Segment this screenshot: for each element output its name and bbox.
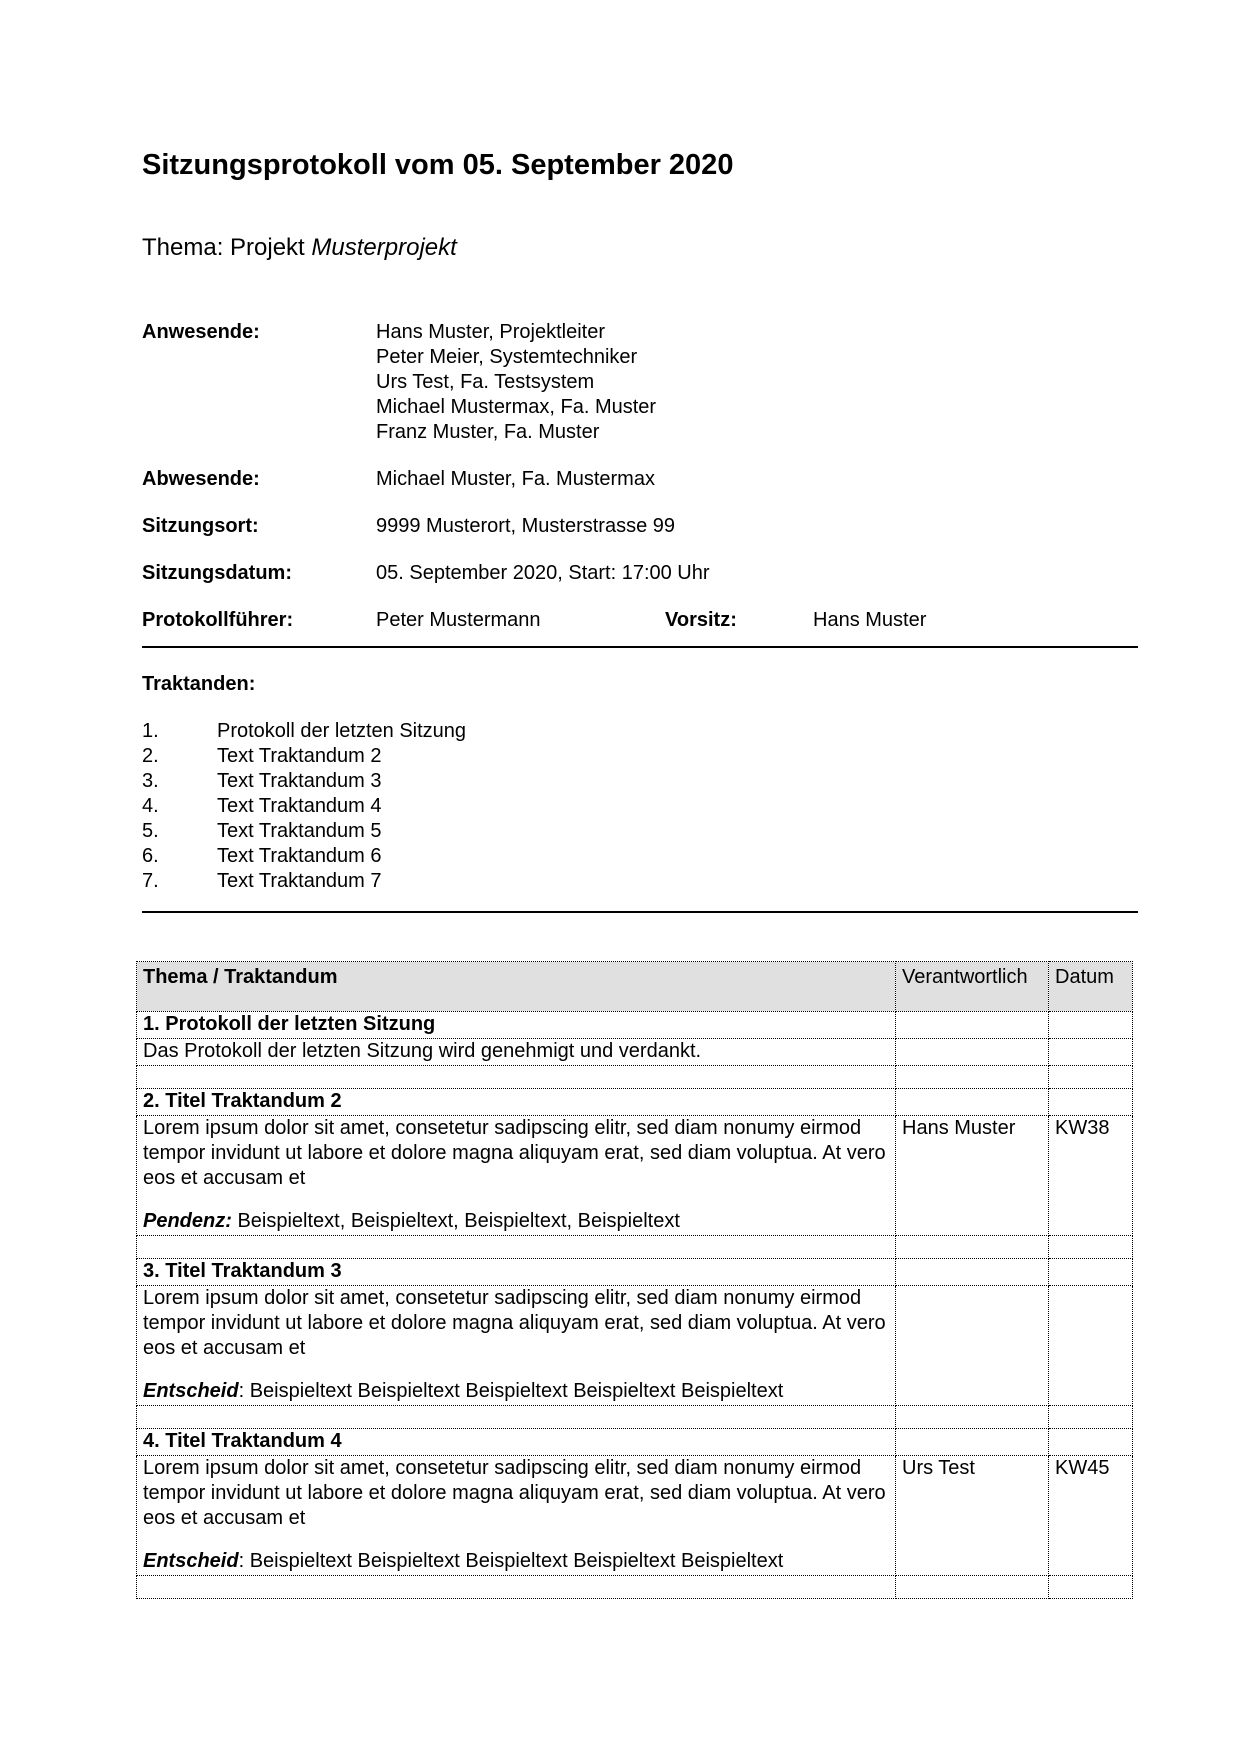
section-body — [137, 1116, 896, 1236]
attendee: Franz Muster, Fa. Muster — [376, 421, 600, 443]
datum-cell: KW38 — [1049, 1116, 1133, 1236]
attendee: Michael Mustermax, Fa. Muster — [376, 396, 657, 418]
meeting-info — [142, 320, 1138, 633]
section-body — [137, 1456, 896, 1576]
agenda-item-number: 4. — [142, 795, 159, 817]
divider-rule-bottom — [142, 911, 1138, 913]
spacer-row — [137, 1576, 1133, 1599]
datum-cell — [1049, 1039, 1133, 1066]
section-title: 1. Protokoll der letzten Sitzung — [137, 1012, 896, 1039]
section-title: 4. Titel Traktandum 4 — [137, 1429, 896, 1456]
subtitle-prefix: Thema: Projekt — [142, 234, 312, 261]
agenda-item-number: 6. — [142, 845, 159, 867]
page-subtitle — [142, 233, 1138, 263]
section-body-text: Lorem ipsum dolor sit amet, consetetur sadipscing elitr, sed diam nonumy eirmod tempor invidunt ut labore et dolore magna aliquyam erat, sed diam voluptua. At vero eos et accusam et — [143, 1117, 886, 1189]
sitzungsort-label: Sitzungsort: — [142, 515, 259, 537]
agenda-item — [142, 744, 1138, 769]
spacer-row — [137, 1406, 1133, 1429]
anwesende-list — [376, 320, 1138, 445]
blank-line — [143, 1531, 889, 1549]
blank-line — [143, 1191, 889, 1209]
column-header-thema: Thema / Traktandum — [137, 962, 896, 1012]
document-content — [142, 148, 1138, 1599]
section-body-row — [137, 1456, 1133, 1576]
section-title-row — [137, 1429, 1133, 1456]
agenda-item-number: 5. — [142, 820, 159, 842]
agenda-item — [142, 819, 1138, 844]
section-title: 3. Titel Traktandum 3 — [137, 1259, 896, 1286]
verantwortlich-cell — [896, 1259, 1049, 1286]
abwesende-value: Michael Muster, Fa. Mustermax — [376, 468, 655, 490]
verantwortlich-cell: Hans Muster — [896, 1116, 1049, 1236]
verantwortlich-cell — [896, 1039, 1049, 1066]
section-body-row — [137, 1039, 1133, 1066]
datum-cell — [1049, 1259, 1133, 1286]
agenda-item — [142, 869, 1138, 894]
page-title: Sitzungsprotokoll vom 05. September 2020 — [142, 149, 734, 181]
section-title-row — [137, 1089, 1133, 1116]
agenda-heading: Traktanden: — [142, 673, 256, 695]
verantwortlich-cell — [896, 1089, 1049, 1116]
datum-cell — [1049, 1286, 1133, 1406]
note-text: : Beispieltext Beispieltext Beispieltext Beispieltext Beispieltext — [238, 1550, 784, 1572]
table-header-row — [137, 962, 1133, 1012]
spacer-row — [137, 1236, 1133, 1259]
note-text: : Beispieltext Beispieltext Beispieltext Beispieltext Beispieltext — [238, 1380, 784, 1402]
protocol-table — [136, 961, 1133, 1599]
agenda-item-text: Protokoll der letzten Sitzung — [217, 720, 467, 742]
note-lead: Entscheid — [143, 1550, 239, 1572]
datum-cell — [1049, 1429, 1133, 1456]
column-header-datum: Datum — [1049, 962, 1133, 1012]
agenda-item-text: Text Traktandum 2 — [217, 745, 382, 767]
vorsitz-label: Vorsitz: — [665, 609, 737, 631]
verantwortlich-cell — [896, 1429, 1049, 1456]
info-row-protokollfuehrer — [142, 608, 1138, 633]
section-title-row — [137, 1259, 1133, 1286]
agenda-item-text: Text Traktandum 4 — [217, 795, 382, 817]
sitzungsort-value: 9999 Musterort, Musterstrasse 99 — [376, 515, 676, 537]
agenda-item-text: Text Traktandum 7 — [217, 870, 382, 892]
agenda-item — [142, 844, 1138, 869]
divider-rule-top — [142, 646, 1138, 648]
info-row-abwesende — [142, 467, 1138, 492]
verantwortlich-cell — [896, 1012, 1049, 1039]
section-note — [143, 1209, 889, 1234]
agenda-item-number: 1. — [142, 720, 159, 742]
attendee: Peter Meier, Systemtechniker — [376, 346, 638, 368]
section-body: Das Protokoll der letzten Sitzung wird genehmigt und verdankt. — [137, 1039, 896, 1066]
agenda-item-number: 2. — [142, 745, 159, 767]
note-text: Beispieltext, Beispieltext, Beispieltext, Beispieltext — [231, 1210, 680, 1232]
info-row-anwesende — [142, 320, 1138, 445]
agenda-item — [142, 794, 1138, 819]
sitzungsdatum-value: 05. September 2020, Start: 17:00 Uhr — [376, 562, 710, 584]
blank-line — [143, 1361, 889, 1379]
section-body-row — [137, 1116, 1133, 1236]
protokollfuehrer-value: Peter Mustermann — [376, 609, 541, 631]
agenda-item — [142, 719, 1138, 744]
agenda-item-number: 7. — [142, 870, 159, 892]
agenda-item — [142, 769, 1138, 794]
datum-cell — [1049, 1089, 1133, 1116]
subtitle-project-name: Musterprojekt — [311, 234, 457, 261]
section-body — [137, 1286, 896, 1406]
note-lead: Pendenz: — [143, 1210, 232, 1232]
agenda-item-text: Text Traktandum 5 — [217, 820, 382, 842]
abwesende-label: Abwesende: — [142, 468, 260, 490]
anwesende-label: Anwesende: — [142, 321, 260, 343]
section-body-text: Lorem ipsum dolor sit amet, consetetur sadipscing elitr, sed diam nonumy eirmod tempor invidunt ut labore et dolore magna aliquyam erat, sed diam voluptua. At vero eos et accusam et — [143, 1457, 886, 1529]
datum-cell — [1049, 1012, 1133, 1039]
datum-cell: KW45 — [1049, 1456, 1133, 1576]
column-header-verantwortlich: Verantwortlich — [896, 962, 1049, 1012]
verantwortlich-cell: Urs Test — [896, 1456, 1049, 1576]
section-note — [143, 1379, 889, 1404]
section-title: 2. Titel Traktandum 2 — [137, 1089, 896, 1116]
agenda-item-text: Text Traktandum 3 — [217, 770, 382, 792]
section-title-row — [137, 1012, 1133, 1039]
agenda-item-number: 3. — [142, 770, 159, 792]
note-lead: Entscheid — [143, 1380, 239, 1402]
verantwortlich-cell — [896, 1286, 1049, 1406]
vorsitz-value: Hans Muster — [813, 609, 927, 631]
section-note — [143, 1549, 889, 1574]
section-body-text: Lorem ipsum dolor sit amet, consetetur sadipscing elitr, sed diam nonumy eirmod tempor invidunt ut labore et dolore magna aliquyam erat, sed diam voluptua. At vero eos et accusam et — [143, 1287, 886, 1359]
attendee: Urs Test, Fa. Testsystem — [376, 371, 595, 393]
info-row-sitzungsort — [142, 514, 1138, 539]
agenda-item-text: Text Traktandum 6 — [217, 845, 382, 867]
agenda-list — [142, 719, 1138, 894]
sitzungsdatum-label: Sitzungsdatum: — [142, 562, 292, 584]
section-body-row — [137, 1286, 1133, 1406]
spacer-row — [137, 1066, 1133, 1089]
attendee: Hans Muster, Projektleiter — [376, 321, 605, 343]
protokollfuehrer-label: Protokollführer: — [142, 609, 294, 631]
info-row-sitzungsdatum — [142, 561, 1138, 586]
